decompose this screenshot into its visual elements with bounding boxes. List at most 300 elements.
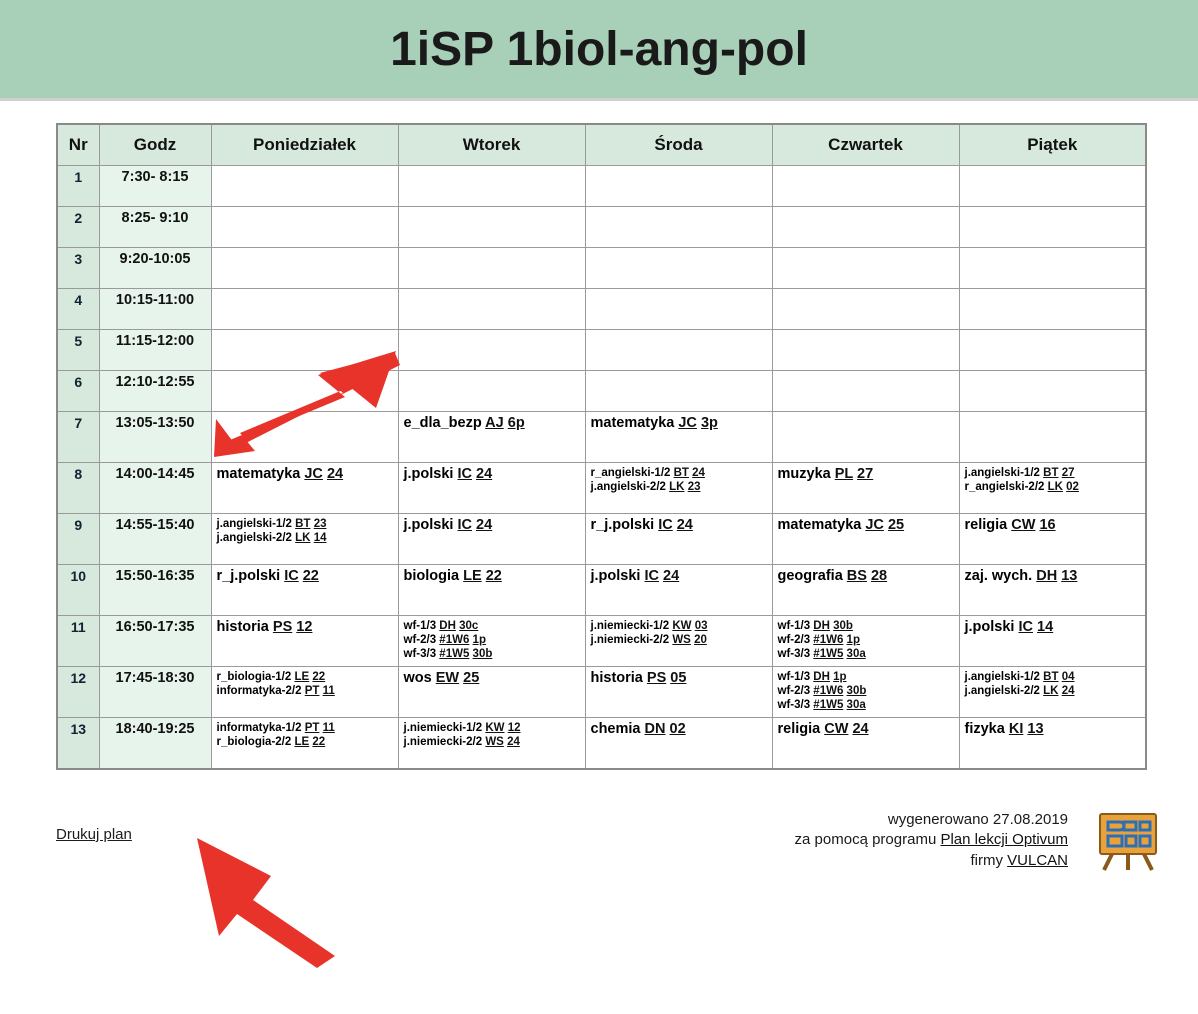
lesson-cell (585, 289, 772, 330)
lesson-room-link[interactable]: 24 (507, 736, 520, 749)
lesson-cell (772, 514, 959, 565)
lesson-cell (585, 207, 772, 248)
lesson-subject: r_j.polski (216, 568, 281, 584)
lesson-entry (778, 647, 954, 661)
lesson-entry (778, 568, 954, 586)
lesson-subject: r_angielski-1/2 (590, 467, 671, 479)
lesson-entry (217, 619, 393, 637)
lesson-room-link[interactable]: 1p (833, 671, 847, 683)
lesson-room-link[interactable]: 02 (669, 721, 686, 737)
lesson-entry (965, 466, 1141, 480)
lesson-entry (591, 466, 767, 480)
lesson-cell (398, 616, 585, 667)
lesson-room-link[interactable]: 16 (1039, 517, 1056, 533)
lesson-subject: j.polski (964, 619, 1015, 635)
lesson-teacher-link[interactable]: PS (646, 670, 667, 686)
lesson-teacher-link[interactable]: BT (1043, 467, 1059, 479)
lesson-cell (959, 289, 1146, 330)
table-row (57, 289, 1146, 330)
row-number: 5 (57, 330, 99, 371)
lesson-cell (398, 207, 585, 248)
lesson-cell (959, 565, 1146, 616)
lesson-entry (217, 531, 393, 545)
lesson-teacher-link[interactable]: JC (304, 466, 323, 482)
program-line (795, 830, 1068, 850)
lesson-cell (398, 330, 585, 371)
lesson-teacher-link[interactable]: IC (1018, 619, 1033, 635)
vulcan-link[interactable]: VULCAN (1007, 851, 1068, 869)
lesson-cell (959, 718, 1146, 770)
lesson-room-link[interactable]: 27 (1061, 467, 1075, 479)
table-row (57, 667, 1146, 718)
lesson-teacher-link[interactable]: LK (1047, 481, 1063, 494)
lesson-teacher-link[interactable]: JC (865, 517, 884, 533)
row-time: 15:50-16:35 (99, 565, 211, 616)
table-body (57, 166, 1146, 770)
lesson-room-link[interactable]: 12 (507, 722, 521, 734)
lesson-entry (778, 633, 954, 647)
lesson-cell (585, 248, 772, 289)
lesson-teacher-link[interactable]: KW (485, 722, 505, 734)
lesson-cell (959, 166, 1146, 207)
lesson-teacher-link[interactable]: IC (457, 466, 472, 482)
lesson-teacher-link[interactable]: CW (824, 721, 849, 737)
lesson-room-link[interactable]: 30b (472, 648, 493, 661)
lesson-room-link[interactable]: 24 (326, 466, 344, 482)
lesson-room-link[interactable]: 27 (857, 466, 874, 482)
lesson-room-link[interactable]: 30c (459, 620, 479, 632)
row-number: 8 (57, 463, 99, 514)
lesson-teacher-link[interactable]: #1W6 (813, 634, 844, 647)
lesson-subject: r_biologia-2/2 (216, 736, 292, 749)
lesson-subject: chemia (590, 721, 641, 737)
table-row (57, 463, 1146, 514)
lesson-entry (591, 517, 767, 535)
program-prefix: za pomocą programu (794, 831, 941, 849)
row-time: 7:30- 8:15 (99, 166, 211, 207)
lesson-subject: e_dla_bezp (403, 415, 482, 431)
row-number: 9 (57, 514, 99, 565)
lesson-entry (591, 670, 767, 688)
lesson-entry (778, 721, 954, 739)
lesson-room-link[interactable]: 03 (694, 620, 708, 632)
lesson-room-link[interactable]: 24 (663, 568, 680, 584)
lesson-cell (398, 667, 585, 718)
lesson-subject: wf-3/3 (403, 648, 437, 661)
page-header (0, 0, 1198, 101)
lesson-subject: informatyka-1/2 (216, 722, 302, 734)
column-header-wednesday: Środa (585, 124, 772, 166)
lesson-entry (217, 466, 393, 484)
lesson-cell (398, 514, 585, 565)
lesson-subject: matematyka (777, 517, 862, 533)
lesson-entry (591, 619, 767, 633)
lesson-entry (591, 480, 767, 494)
lesson-cell (772, 412, 959, 463)
lesson-cell (211, 565, 398, 616)
lesson-room-link[interactable]: 30b (846, 685, 867, 698)
row-number: 11 (57, 616, 99, 667)
row-time: 14:55-15:40 (99, 514, 211, 565)
lesson-cell (772, 718, 959, 770)
lesson-teacher-link[interactable]: PL (834, 466, 854, 482)
lesson-subject: r_j.polski (590, 517, 655, 533)
lesson-teacher-link[interactable]: DN (644, 721, 666, 737)
lesson-entry (404, 517, 580, 535)
lesson-subject: historia (590, 670, 643, 686)
lesson-entry (591, 633, 767, 647)
row-number: 7 (57, 412, 99, 463)
lesson-teacher-link[interactable]: DH (1036, 568, 1058, 584)
lesson-room-link[interactable]: 13 (1027, 721, 1044, 737)
generation-info (795, 810, 1068, 871)
lesson-entry (591, 721, 767, 739)
lesson-teacher-link[interactable]: PT (304, 685, 320, 698)
table-row (57, 207, 1146, 248)
table-row (57, 166, 1146, 207)
company-prefix: firmy (970, 851, 1008, 869)
lesson-subject: matematyka (216, 466, 301, 482)
lesson-cell (959, 371, 1146, 412)
lesson-room-link[interactable]: 14 (1037, 619, 1054, 635)
lesson-teacher-link[interactable]: WS (485, 736, 504, 749)
lesson-teacher-link[interactable]: LE (463, 568, 482, 584)
lesson-cell (772, 166, 959, 207)
lesson-cell (772, 463, 959, 514)
lesson-subject: r_angielski-2/2 (964, 481, 1045, 494)
lesson-cell (398, 412, 585, 463)
lesson-room-link[interactable]: 13 (1061, 568, 1078, 584)
lesson-room-link[interactable]: 22 (312, 671, 326, 683)
lesson-subject: j.angielski-2/2 (964, 685, 1040, 698)
lesson-cell (959, 330, 1146, 371)
lesson-room-link[interactable]: 20 (694, 634, 707, 647)
lesson-entry (404, 619, 580, 633)
row-time: 12:10-12:55 (99, 371, 211, 412)
column-header-friday: Piątek (959, 124, 1146, 166)
table-row (57, 371, 1146, 412)
lesson-teacher-link[interactable]: #1W5 (813, 648, 844, 661)
lesson-room-link[interactable]: 6p (507, 415, 525, 431)
generated-date: wygenerowano 27.08.2019 (887, 811, 1068, 828)
lesson-subject: wf-2/3 (777, 634, 811, 647)
lesson-subject: historia (216, 619, 269, 635)
row-number: 13 (57, 718, 99, 770)
lesson-subject: j.niemiecki-2/2 (403, 736, 483, 749)
lesson-cell (959, 412, 1146, 463)
lesson-subject: wf-3/3 (777, 648, 811, 661)
table-row (57, 565, 1146, 616)
lesson-cell (585, 166, 772, 207)
timetable-container (0, 101, 1198, 770)
lesson-cell (772, 330, 959, 371)
lesson-room-link[interactable]: 04 (1061, 671, 1075, 683)
lesson-teacher-link[interactable]: LE (294, 671, 310, 683)
row-time: 11:15-12:00 (99, 330, 211, 371)
lesson-teacher-link[interactable]: DH (439, 620, 456, 632)
lesson-subject: j.polski (403, 517, 454, 533)
lesson-entry (778, 670, 954, 684)
lesson-teacher-link[interactable]: JC (678, 415, 697, 431)
lesson-teacher-link[interactable]: KW (672, 620, 692, 632)
lesson-entry (404, 466, 580, 484)
lesson-subject: j.niemiecki-1/2 (403, 722, 483, 734)
lesson-room-link[interactable]: 22 (485, 568, 502, 584)
lesson-teacher-link[interactable]: IC (658, 517, 673, 533)
row-number: 6 (57, 371, 99, 412)
lesson-teacher-link[interactable]: DH (813, 620, 830, 632)
lesson-cell (211, 718, 398, 770)
lesson-entry (965, 721, 1141, 739)
lesson-entry (778, 684, 954, 698)
lesson-entry (404, 721, 580, 735)
lesson-teacher-link[interactable]: PT (304, 722, 320, 734)
lesson-room-link[interactable]: 30b (833, 620, 853, 632)
lesson-room-link[interactable]: 30a (846, 699, 866, 712)
table-row (57, 412, 1146, 463)
row-number: 2 (57, 207, 99, 248)
lesson-cell (772, 289, 959, 330)
lesson-subject: j.angielski-1/2 (216, 518, 292, 530)
row-number: 3 (57, 248, 99, 289)
row-number: 1 (57, 166, 99, 207)
lesson-teacher-link[interactable]: AJ (485, 415, 504, 431)
lesson-cell (585, 718, 772, 770)
lesson-subject: fizyka (964, 721, 1005, 737)
lesson-room-link[interactable]: 1p (846, 634, 860, 647)
lesson-cell (585, 616, 772, 667)
lesson-teacher-link[interactable]: BT (295, 518, 311, 530)
lesson-cell (211, 207, 398, 248)
lesson-room-link[interactable]: 28 (870, 568, 888, 584)
lesson-cell (585, 667, 772, 718)
table-row (57, 330, 1146, 371)
table-row (57, 616, 1146, 667)
lesson-entry (217, 684, 393, 698)
lesson-cell (959, 667, 1146, 718)
lesson-subject: j.polski (403, 466, 454, 482)
lesson-cell (211, 667, 398, 718)
lesson-entry (404, 568, 580, 586)
lesson-room-link[interactable]: 02 (1066, 481, 1079, 494)
lesson-room-link[interactable]: 24 (476, 517, 493, 533)
row-time: 13:05-13:50 (99, 412, 211, 463)
lesson-teacher-link[interactable]: #1W5 (439, 648, 470, 661)
lesson-cell (585, 514, 772, 565)
lesson-teacher-link[interactable]: CW (1011, 517, 1036, 533)
lesson-cell (211, 463, 398, 514)
lesson-entry (778, 619, 954, 633)
lesson-teacher-link[interactable]: #1W5 (813, 699, 844, 712)
lesson-entry (965, 684, 1141, 698)
lesson-cell (585, 565, 772, 616)
lesson-cell (398, 565, 585, 616)
column-header-tuesday: Wtorek (398, 124, 585, 166)
lesson-teacher-link[interactable]: EW (435, 670, 460, 686)
lesson-room-link[interactable]: 23 (313, 518, 327, 530)
lesson-room-link[interactable]: 23 (687, 481, 701, 494)
lesson-entry (778, 698, 954, 712)
table-row (57, 718, 1146, 770)
lesson-room-link[interactable]: 24 (476, 466, 493, 482)
lesson-room-link[interactable]: 24 (1061, 685, 1075, 698)
lesson-teacher-link[interactable]: DH (813, 671, 830, 683)
lesson-cell (211, 412, 398, 463)
lesson-cell (211, 514, 398, 565)
lesson-subject: biologia (403, 568, 460, 584)
lesson-entry (404, 415, 580, 433)
lesson-cell (772, 248, 959, 289)
lesson-cell (585, 330, 772, 371)
lesson-cell (772, 616, 959, 667)
lesson-entry (404, 633, 580, 647)
lesson-subject: wf-2/3 (403, 634, 437, 647)
row-time: 18:40-19:25 (99, 718, 211, 770)
lesson-subject: wf-1/3 (777, 671, 811, 683)
lesson-cell (772, 371, 959, 412)
lesson-teacher-link[interactable]: BT (673, 467, 689, 479)
lesson-subject: wf-3/3 (777, 699, 811, 712)
lesson-subject: matematyka (590, 415, 675, 431)
lesson-cell (959, 248, 1146, 289)
lesson-cell (959, 514, 1146, 565)
lesson-cell (211, 248, 398, 289)
lesson-teacher-link[interactable]: IC (644, 568, 659, 584)
row-time: 17:45-18:30 (99, 667, 211, 718)
table-header-row (57, 124, 1146, 166)
lesson-teacher-link[interactable]: KI (1008, 721, 1024, 737)
row-time: 9:20-10:05 (99, 248, 211, 289)
lesson-teacher-link[interactable]: LK (1043, 685, 1059, 698)
row-number: 4 (57, 289, 99, 330)
lesson-teacher-link[interactable]: BT (1043, 671, 1059, 683)
lesson-subject: j.angielski-2/2 (216, 532, 292, 545)
lesson-cell (398, 248, 585, 289)
lesson-entry (404, 670, 580, 688)
lesson-teacher-link[interactable]: IC (457, 517, 472, 533)
lesson-subject: informatyka-2/2 (216, 685, 302, 698)
lesson-entry (965, 480, 1141, 494)
lesson-entry (217, 735, 393, 749)
lesson-subject: zaj. wych. (964, 568, 1033, 584)
page-footer (0, 804, 1198, 872)
lesson-subject: j.niemiecki-1/2 (590, 620, 670, 632)
row-number: 10 (57, 565, 99, 616)
lesson-cell (398, 289, 585, 330)
lesson-entry (778, 466, 954, 484)
lesson-room-link[interactable]: 1p (472, 634, 486, 647)
lesson-entry (591, 415, 767, 433)
lesson-room-link[interactable]: 24 (692, 467, 705, 479)
lesson-teacher-link[interactable]: LK (669, 481, 685, 494)
row-time: 10:15-11:00 (99, 289, 211, 330)
lesson-room-link[interactable]: 3p (700, 415, 718, 431)
lesson-entry (217, 670, 393, 684)
lesson-room-link[interactable]: 25 (463, 670, 480, 686)
lesson-cell (959, 207, 1146, 248)
lesson-subject: religia (964, 517, 1008, 533)
row-number: 12 (57, 667, 99, 718)
lesson-subject: r_biologia-1/2 (216, 671, 292, 683)
table-row (57, 248, 1146, 289)
column-header-thursday: Czwartek (772, 124, 959, 166)
lesson-cell (398, 371, 585, 412)
lesson-subject: wos (403, 670, 432, 686)
lesson-entry (965, 568, 1141, 586)
column-header-nr: Nr (57, 124, 99, 166)
lesson-cell (585, 412, 772, 463)
lesson-teacher-link[interactable]: IC (284, 568, 299, 584)
lesson-room-link[interactable]: 25 (887, 517, 905, 533)
lesson-entry (965, 670, 1141, 684)
lesson-cell (585, 463, 772, 514)
lesson-entry (965, 517, 1141, 535)
lesson-cell (211, 371, 398, 412)
lesson-subject: j.angielski-1/2 (964, 467, 1040, 479)
lesson-cell (211, 166, 398, 207)
lesson-subject: religia (777, 721, 821, 737)
lesson-entry (778, 517, 954, 535)
lesson-teacher-link[interactable]: LE (294, 736, 310, 749)
lesson-subject: geografia (777, 568, 843, 584)
lesson-cell (211, 289, 398, 330)
lesson-teacher-link[interactable]: LK (295, 532, 311, 545)
lesson-cell (211, 330, 398, 371)
lesson-entry (217, 517, 393, 531)
lesson-subject: j.polski (590, 568, 641, 584)
lesson-cell (772, 667, 959, 718)
print-plan-link[interactable]: Drukuj plan (56, 826, 132, 843)
lesson-room-link[interactable]: 30a (846, 648, 866, 661)
lesson-cell (772, 565, 959, 616)
lesson-subject: wf-2/3 (777, 685, 811, 698)
lesson-teacher-link[interactable]: WS (672, 634, 691, 647)
lesson-entry (217, 568, 393, 586)
lesson-room-link[interactable]: 14 (313, 532, 327, 545)
table-row (57, 514, 1146, 565)
lesson-room-link[interactable]: 11 (322, 685, 335, 698)
lesson-teacher-link[interactable]: PS (272, 619, 293, 635)
lesson-subject: j.niemiecki-2/2 (590, 634, 670, 647)
lesson-subject: muzyka (777, 466, 831, 482)
lesson-room-link[interactable]: 11 (322, 722, 335, 734)
lesson-room-link[interactable]: 24 (852, 721, 869, 737)
lesson-room-link[interactable]: 12 (296, 619, 313, 635)
vulcan-logo-icon (1094, 810, 1168, 872)
lesson-cell (772, 207, 959, 248)
lesson-teacher-link[interactable]: #1W6 (439, 634, 470, 647)
lesson-room-link[interactable]: 22 (302, 568, 319, 584)
lesson-cell (398, 718, 585, 770)
lesson-room-link[interactable]: 05 (670, 670, 687, 686)
lesson-subject: wf-1/3 (777, 620, 811, 632)
lesson-subject: j.angielski-1/2 (964, 671, 1040, 683)
lesson-cell (398, 463, 585, 514)
lesson-cell (211, 616, 398, 667)
lesson-teacher-link[interactable]: #1W6 (813, 685, 844, 698)
lesson-subject: wf-1/3 (403, 620, 437, 632)
column-header-godz: Godz (99, 124, 211, 166)
company-line (795, 851, 1068, 871)
lesson-room-link[interactable]: 24 (676, 517, 693, 533)
lesson-room-link[interactable]: 22 (312, 736, 326, 749)
lesson-teacher-link[interactable]: BS (846, 568, 867, 584)
row-time: 8:25- 9:10 (99, 207, 211, 248)
optivum-link[interactable]: Plan lekcji Optivum (940, 831, 1068, 849)
column-header-monday: Poniedziałek (211, 124, 398, 166)
timetable (56, 123, 1147, 770)
row-time: 14:00-14:45 (99, 463, 211, 514)
